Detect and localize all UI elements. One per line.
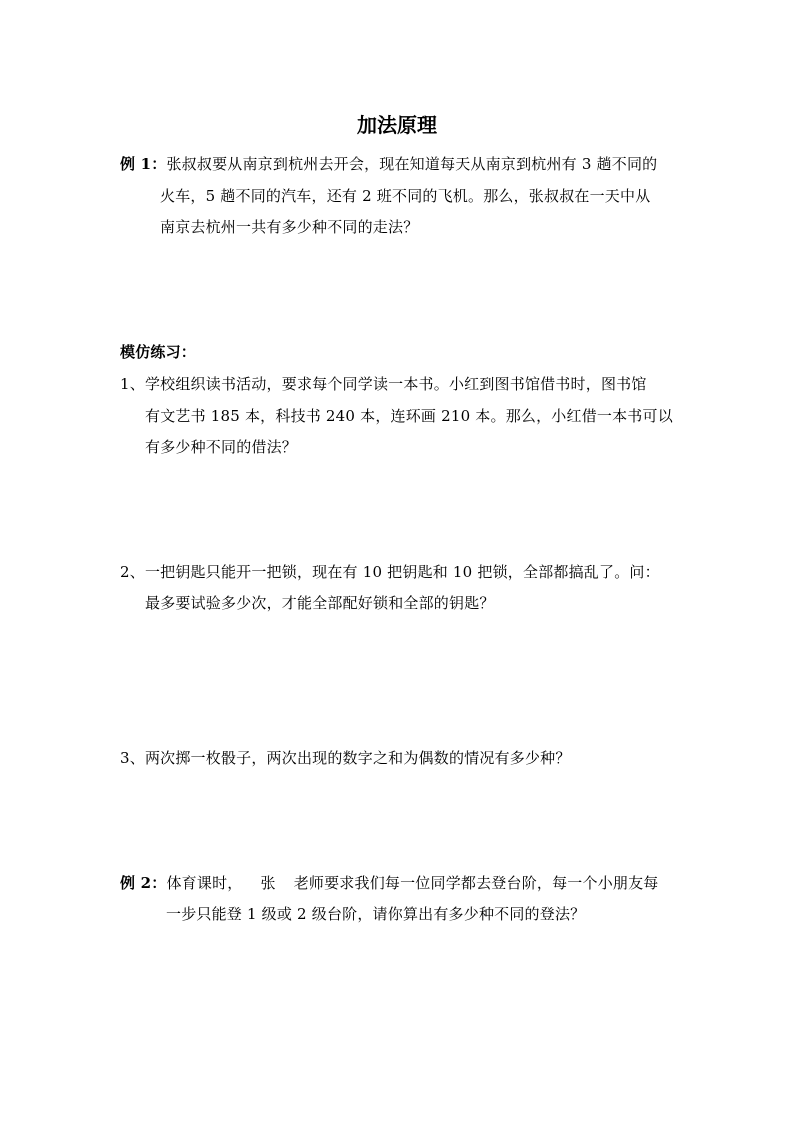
example-2-label: 例 2： xyxy=(120,874,167,892)
example-2-teacher-name: 张 xyxy=(260,874,276,892)
practice-heading: 模仿练习： xyxy=(120,343,197,361)
example-2-text-part-2: 老师要求我们每一位同学都去登台阶，每一个小朋友每 xyxy=(293,874,659,892)
question-2-line-2: 最多要试验多少次，才能全部配好锁和全部的钥匙？ xyxy=(145,594,495,612)
example-2-first-line xyxy=(120,872,659,894)
example-1-first-line xyxy=(120,153,657,175)
question-1-line-3: 有多少种不同的借法？ xyxy=(145,438,298,456)
page-title: 加法原理 xyxy=(357,113,437,137)
question-1-line-2: 有文艺书 185 本，科技书 240 本，连环画 210 本。那么，小红借一本书可以 xyxy=(145,407,673,425)
example-1-text-line-1: 张叔叔要从南京到杭州去开会，现在知道每天从南京到杭州有 3 趟不同的 xyxy=(166,155,658,173)
question-2-line-1: 2、一把钥匙只能开一把锁，现在有 10 把钥匙和 10 把锁，全部都搞乱了。问： xyxy=(120,563,660,581)
question-3-line-1: 3、两次掷一枚骰子，两次出现的数字之和为偶数的情况有多少种？ xyxy=(120,749,571,767)
example-2-text-part-1: 体育课时， xyxy=(166,874,243,892)
question-1-line-1: 1、学校组织读书活动，要求每个同学读一本书。小红到图书馆借书时，图书馆 xyxy=(120,375,647,393)
example-1-text-line-3: 南京去杭州一共有多少种不同的走法？ xyxy=(160,218,419,236)
example-1-label: 例 1： xyxy=(120,155,167,173)
example-1-text-line-2: 火车，5 趟不同的汽车，还有 2 班不同的飞机。那么，张叔叔在一天中从 xyxy=(160,187,651,205)
example-2-text-line-2: 一步只能登 1 级或 2 级台阶，请你算出有多少种不同的登法？ xyxy=(166,905,586,923)
